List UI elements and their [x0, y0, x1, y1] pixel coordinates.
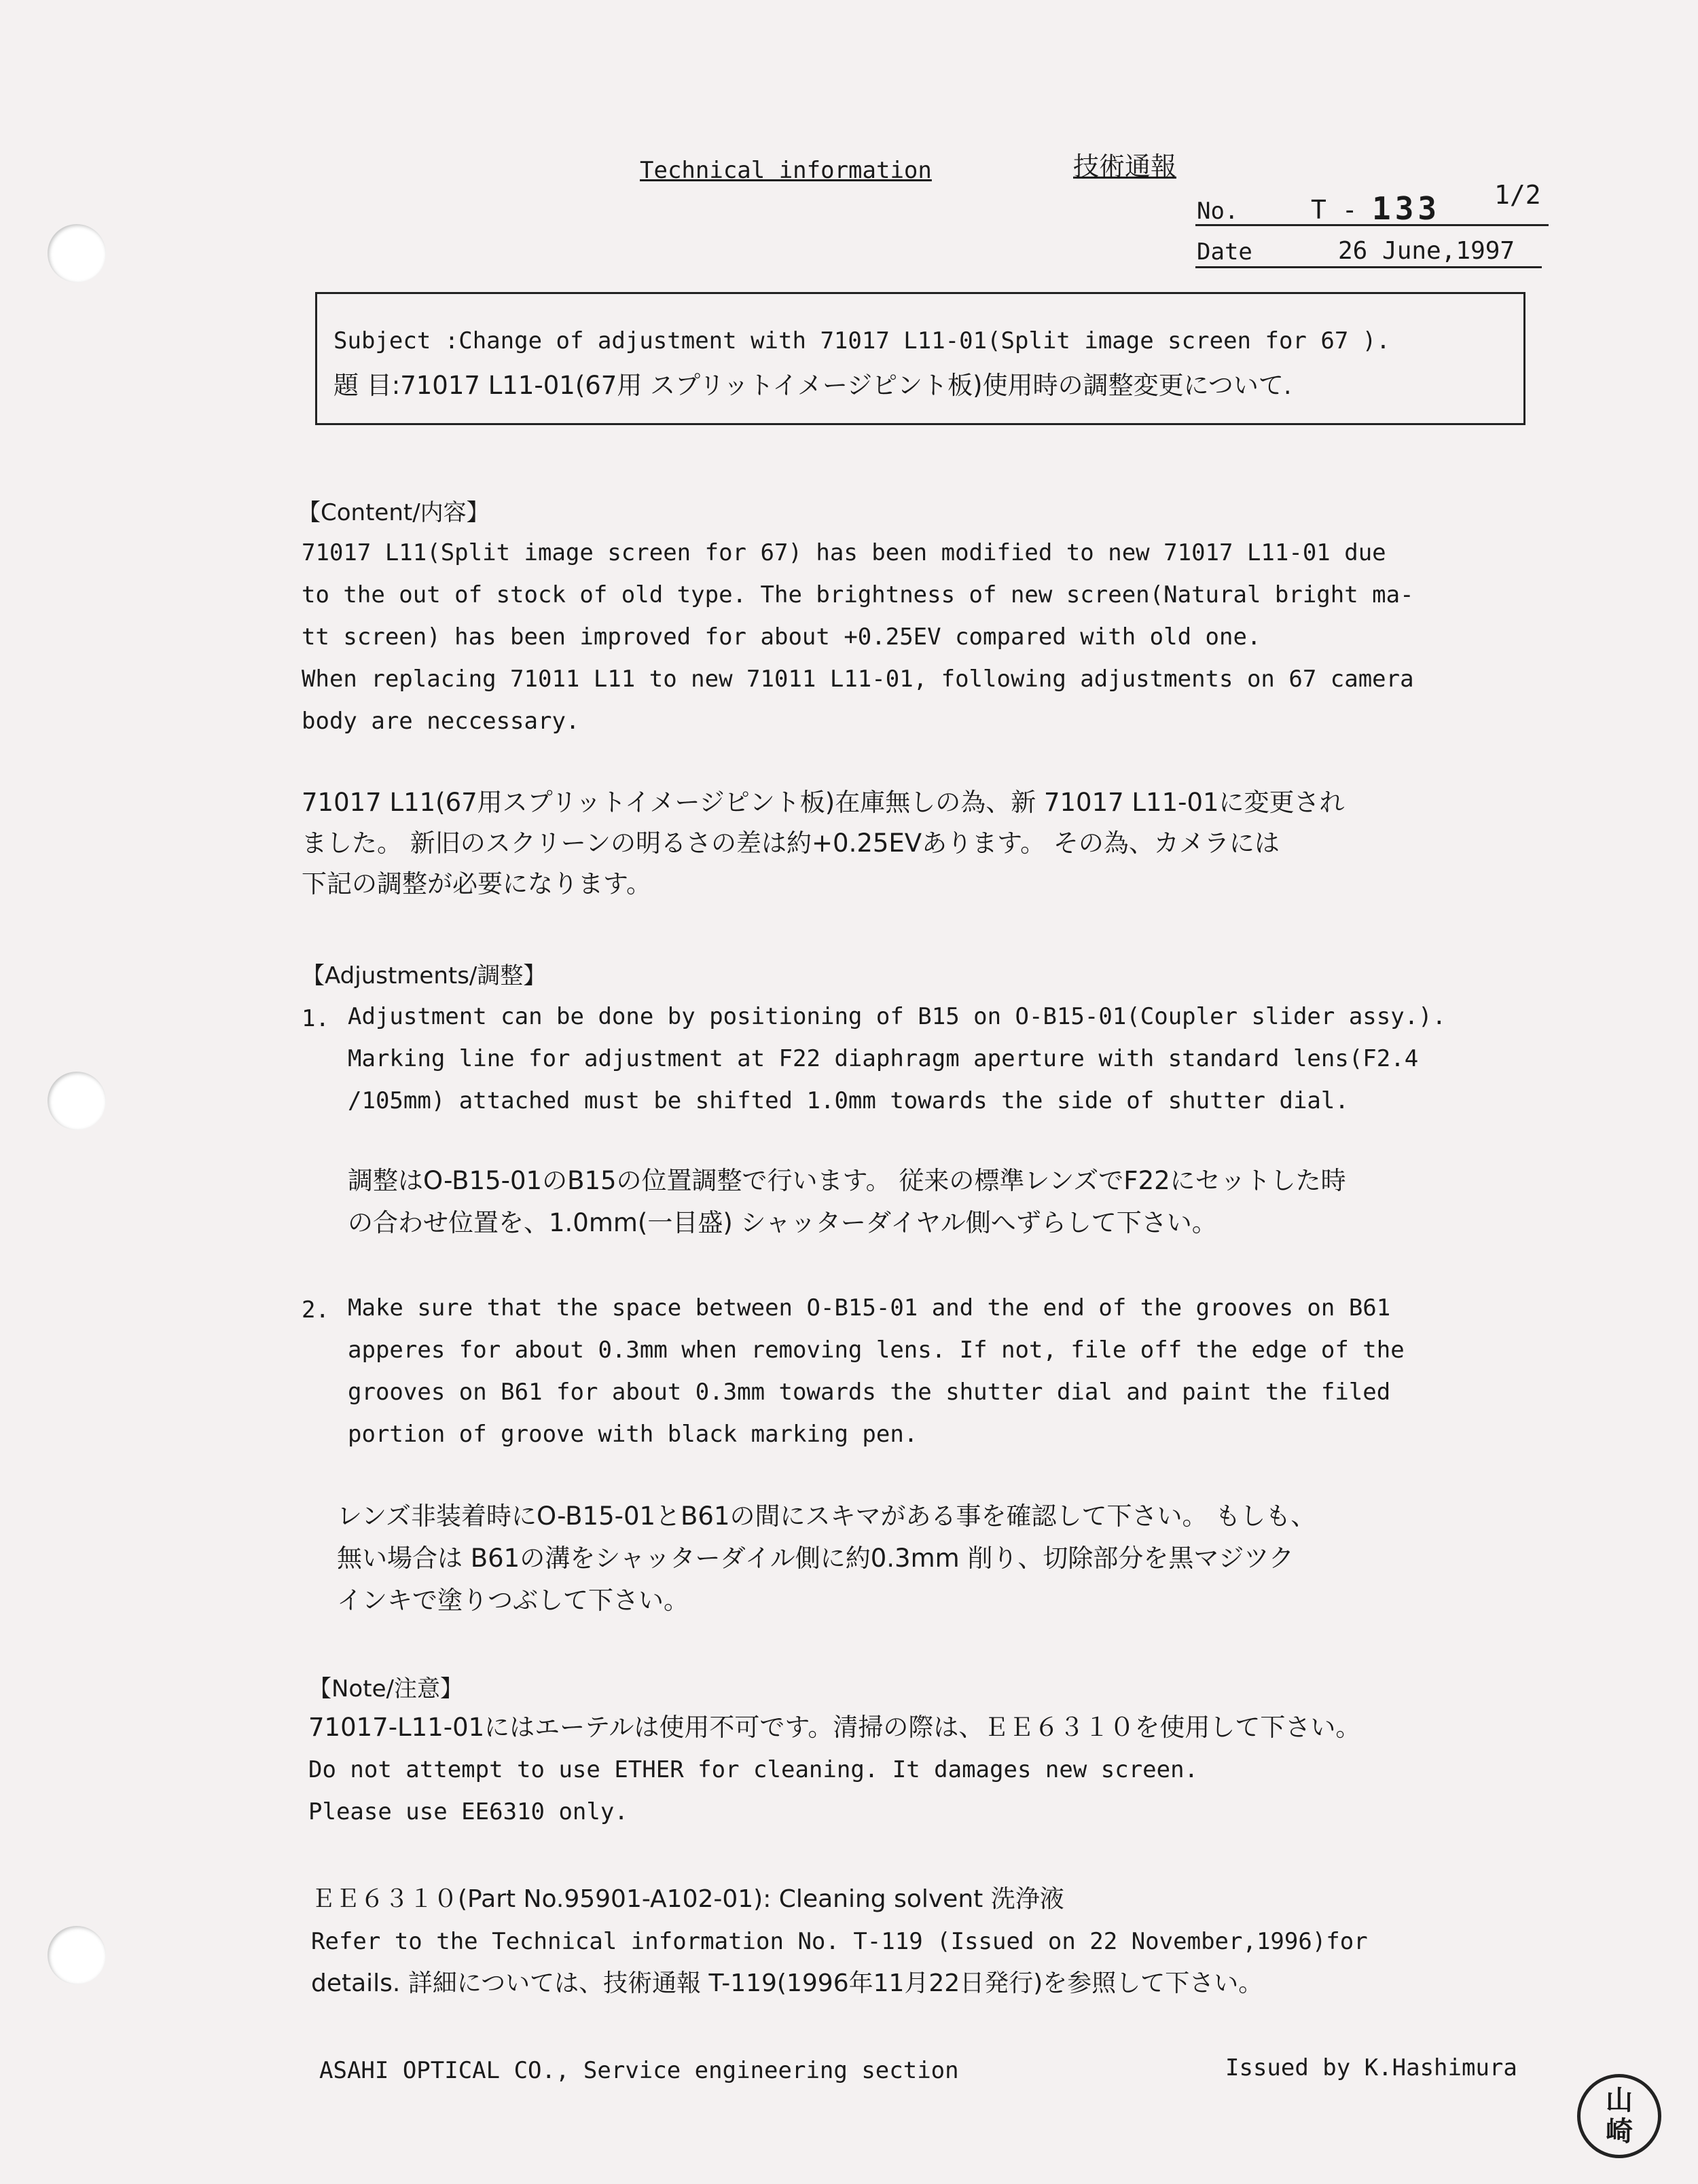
- adjustment-2-jp-line: レンズ非装着時にO-B15-01とB61の間にスキマがある事を確認して下さい。 もしも、: [337, 1502, 1316, 1531]
- page-indicator: 1/2: [1494, 180, 1541, 210]
- doc-date-label: Date: [1197, 238, 1252, 266]
- doc-title-en: Technical information: [640, 157, 932, 184]
- doc-number: 133: [1372, 190, 1441, 227]
- adjustment-2-jp: [337, 1495, 1316, 1622]
- adjustments-heading: 【Adjustments/調整】: [302, 962, 547, 989]
- punch-hole: [48, 224, 106, 283]
- seal-stamp-top: 山: [1606, 2085, 1633, 2116]
- company-name: ASAHI OPTICAL CO., Service engineering section: [319, 2057, 959, 2084]
- doc-title-jp: 技術通報: [1073, 151, 1177, 181]
- adjustment-2-en-line: grooves on B61 for about 0.3mm towards the shutter dial and paint the filed: [348, 1379, 1391, 1406]
- doc-number-label: No.: [1197, 198, 1239, 225]
- content-en-line: tt screen) has been improved for about +0.25EV compared with old one.: [302, 623, 1261, 651]
- content-en-line: body are neccessary.: [302, 708, 580, 735]
- content-heading: 【Content/内容】: [297, 499, 490, 526]
- adjustment-2-jp-line: インキで塗りつぶして下さい。: [337, 1586, 689, 1615]
- note-line: 71017-L11-01にはエーテルは使用不可です。清掃の際は、ＥＥ６３１０を使用して下さい。: [308, 1713, 1361, 1742]
- adjustment-2-jp-line: 無い場合は B61の溝をシャッターダイル側に約0.3mm 削り、切除部分を黒マジツク: [337, 1544, 1295, 1573]
- adjustment-1-en-line: Adjustment can be done by positioning of B15 on O-B15-01(Coupler slider assy.).: [348, 1003, 1447, 1030]
- adjustment-1-en-line: /105mm) attached must be shifted 1.0mm towards the side of shutter dial.: [348, 1087, 1349, 1114]
- punch-hole: [48, 1072, 106, 1130]
- doc-date: 26 June,1997: [1338, 237, 1515, 265]
- content-en-line: When replacing 71011 L11 to new 71011 L11-01, following adjustments on 67 camera: [302, 666, 1414, 693]
- adjustment-2-en: [348, 1287, 1405, 1455]
- subject-jp: 題 目:71017 L11-01(67用 スプリットイメージピント板)使用時の調整変更について.: [333, 371, 1292, 400]
- adjustment-2-en-line: apperes for about 0.3mm when removing lens. If not, file off the edge of the: [348, 1336, 1405, 1364]
- punch-hole: [48, 1926, 106, 1984]
- solvent-line: Refer to the Technical information No. T-119 (Issued on 22 November,1996)for: [311, 1928, 1368, 1955]
- subject-en: Subject :Change of adjustment with 71017 L11-01(Split image screen for 67 ).: [333, 327, 1390, 354]
- solvent-paragraph: [311, 1878, 1368, 2005]
- content-en-line: to the out of stock of old type. The brightness of new screen(Natural bright ma-: [302, 581, 1414, 608]
- note-heading: 【Note/注意】: [308, 1675, 463, 1703]
- adjustment-1-jp-line: 調整はO-B15-01のB15の位置調整で行います。 従来の標準レンズでF22にセットした時: [348, 1166, 1346, 1195]
- seal-stamp-bottom: 崎: [1606, 2116, 1633, 2147]
- content-en-line: 71017 L11(Split image screen for 67) has been modified to new 71017 L11-01 due: [302, 539, 1386, 566]
- note-line: Please use EE6310 only.: [308, 1798, 628, 1825]
- solvent-line: details. 詳細については、技術通報 T-119(1996年11月22日発行)を参照して下さい。: [311, 1969, 1263, 1997]
- content-jp-line: 71017 L11(67用スプリットイメージピント板)在庫無しの為、新 71017 L11-01に変更され: [302, 788, 1345, 817]
- doc-number-prefix: T -: [1311, 195, 1358, 225]
- adjustment-1-jp: [348, 1160, 1346, 1244]
- note-line: Do not attempt to use ETHER for cleaning. It damages new screen.: [308, 1756, 1199, 1783]
- item-number: 1.: [302, 1005, 329, 1032]
- content-jp-line: ました。 新旧のスクリーンの明るさの差は約+0.25EVあります。 その為、カメラには: [302, 829, 1280, 858]
- content-jp-line: 下記の調整が必要になります。: [302, 869, 652, 898]
- doc-date-row: [1195, 231, 1542, 268]
- adjustment-2-en-line: Make sure that the space between O-B15-01 and the end of the grooves on B61: [348, 1294, 1391, 1322]
- item-number: 2.: [302, 1296, 329, 1324]
- solvent-line: ＥＥ６３１０(Part No.95901-A102-01): Cleaning solvent 洗浄液: [311, 1885, 1064, 1913]
- adjustment-1-en: [348, 996, 1446, 1122]
- note-paragraph: [308, 1707, 1360, 1833]
- issued-by: Issued by K.Hashimura: [1225, 2054, 1517, 2081]
- content-en-paragraph: [302, 532, 1414, 742]
- adjustment-1-jp-line: の合わせ位置を、1.0mm(一目盛) シャッターダイヤル側へずらして下さい。: [348, 1208, 1217, 1237]
- subject-box: [315, 292, 1525, 425]
- seal-stamp: [1577, 2074, 1661, 2158]
- content-jp-paragraph: [302, 782, 1345, 905]
- adjustment-1-en-line: Marking line for adjustment at F22 diaphragm aperture with standard lens(F2.4: [348, 1045, 1419, 1072]
- adjustment-2-en-line: portion of groove with black marking pen.: [348, 1421, 918, 1448]
